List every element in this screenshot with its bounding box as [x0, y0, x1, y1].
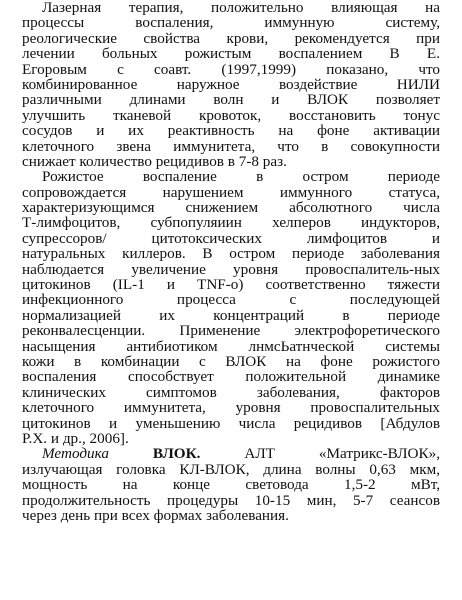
- text-line: сосудов и их реактивность на фоне активации: [22, 122, 440, 140]
- document-page: [22, 0, 440, 523]
- text-line: комбинированное наружное воздействие НИЛИ: [22, 75, 440, 93]
- text-line: Р.Х. и др., 2006].: [22, 429, 129, 447]
- method-device: АЛТ «Матрикс-ВЛОК»,: [244, 445, 441, 463]
- text-line: наблюдается увеличение уровня провоспалитель-ных: [22, 260, 440, 278]
- paragraph-laser-therapy: [22, 0, 440, 169]
- method-name: ВЛОК.: [152, 445, 201, 463]
- text-line: лечении больных рожистым воспалением В Е.: [22, 45, 440, 63]
- text-line: сопровождается нарушением иммунного статуса,: [22, 183, 440, 201]
- text-line: супрессоров/ цитотоксических лимфоцитов и: [22, 229, 440, 247]
- text-line: Т-лимфоцитов, субпопуляиин хелперов индукторов,: [22, 214, 440, 232]
- text-line: излучающая головка КЛ-ВЛОК, длина волны 0,63 мкм,: [22, 460, 440, 478]
- text-line: характеризующимся снижением абсолютного числа: [22, 199, 440, 217]
- text-line: различными длинами волн и ВЛОК позволяет: [22, 91, 440, 109]
- text-line: нормализацией их концентраций в периоде: [22, 306, 440, 324]
- text-line: цитокинов и уменьшению числа рецидивов [Абдулов: [22, 414, 440, 432]
- text-line: кожи в комбинации с ВЛОК на фоне рожистого: [22, 352, 440, 370]
- text-line: клеточного звена иммунитета, что в совокупности: [22, 137, 440, 155]
- text-line: продолжительность процедуры 10-15 мин, 5-7 сеансов: [22, 491, 440, 509]
- text-line: Лазерная терапия, положительно влияющая на: [42, 0, 440, 16]
- text-line: процессы воспаления, иммунную систему,: [22, 14, 440, 32]
- text-line: инфекционного процесса с последующей: [22, 291, 440, 309]
- text-line: реконвалесценции. Применение электрофоретического: [22, 322, 440, 340]
- text-line: Рожистое воспаление в остром периоде: [42, 168, 440, 186]
- paragraph-method: [22, 446, 440, 523]
- text-line: [22, 446, 440, 461]
- text-line: клинических симптомов заболевания, факторов: [22, 383, 440, 401]
- text-line: цитокинов (IL-1 и TNF-о) соответственно тяжести: [22, 276, 440, 294]
- text-line: натуральных киллеров. В остром периоде заболевания: [22, 245, 440, 263]
- text-line: мощность на конце световода 1,5-2 мВт,: [22, 476, 440, 494]
- text-line: Егоровым с соавт. (1997,1999) показано, что: [22, 60, 440, 78]
- text-line: снижает количество рецидивов в 7-8 раз.: [22, 152, 287, 170]
- text-line: воспаления способствует положительной динамике: [22, 368, 440, 386]
- text-line: клеточного иммунитета, уровня провоспалительных: [22, 399, 440, 417]
- text-line: улучшить тканевой кровоток, восстановить тонус: [22, 106, 440, 124]
- paragraph-erysipelas: [22, 169, 440, 446]
- text-line: через день при всех формах заболевания.: [22, 506, 289, 524]
- text-line: реологические свойства крови, рекомендуется при: [22, 29, 440, 47]
- method-label: Методика: [42, 445, 109, 463]
- text-line: насыщения антибиотиком лнмсЬатнческой системы: [22, 337, 440, 355]
